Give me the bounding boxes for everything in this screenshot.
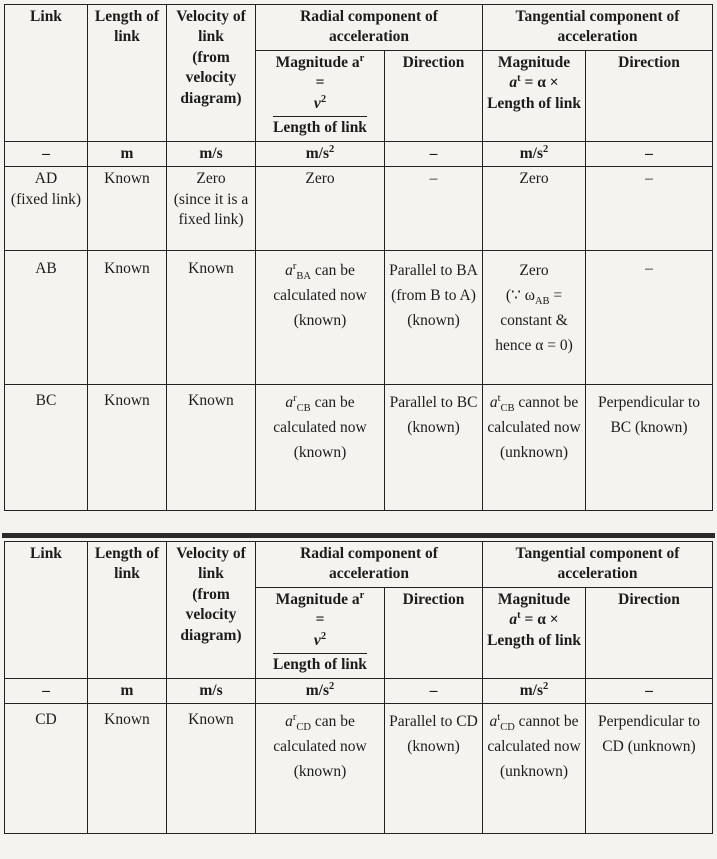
cell-radial-ab: [256, 251, 385, 385]
tangential-sup: t: [497, 712, 501, 724]
unit-tangential-direction: –: [586, 678, 713, 703]
velocity-note: (since it is a fixed link): [173, 190, 249, 229]
v-symbol: v: [313, 631, 321, 649]
tangential-sub: CD: [500, 722, 515, 734]
cell-radial-ad: Zero: [256, 167, 385, 251]
radial-symbol: a: [285, 262, 293, 280]
unit-tangential-direction: –: [586, 141, 713, 166]
unit-radial-sup: 2: [329, 680, 335, 692]
tangential-a-symbol: a: [509, 611, 518, 629]
link-note: (fixed link): [10, 190, 82, 208]
cell-link-bc: BC: [5, 385, 88, 511]
header-tangential-magnitude: [483, 587, 586, 678]
units-row: [5, 141, 713, 166]
tangential-formula-length: Length of link: [487, 94, 581, 112]
tangential-note-rest: = constant & hence α = 0): [495, 286, 573, 354]
header-velocity-label: Velocity of link: [176, 8, 246, 46]
cell-tangential-ab: [483, 251, 586, 385]
tangential-formula-rest: = α ×: [520, 611, 559, 629]
cell-tangential-cd: [483, 704, 586, 834]
header-tangential-direction: Direction: [586, 587, 713, 678]
tangential-formula-rest: = α ×: [520, 74, 559, 92]
unit-radial: [256, 141, 385, 166]
cell-tangential-direction-ab: –: [586, 251, 713, 385]
fraction-numerator: [273, 631, 367, 651]
table-row-bc: [5, 385, 713, 511]
tangential-a-symbol: a: [509, 74, 518, 92]
cell-radial-cd: [256, 704, 385, 834]
fraction-numerator: [273, 94, 367, 114]
unit-radial-sup: 2: [329, 143, 335, 155]
header-length-of-link: Length of link: [88, 5, 167, 142]
tangential-magnitude-label: Magnitude: [497, 53, 571, 71]
radial-text: can be calculated now (known): [273, 713, 367, 780]
radial-sup: r: [293, 393, 297, 405]
header-tangential-component: Tangential component of acceleration: [483, 542, 713, 588]
cell-link-ab: AB: [5, 251, 88, 385]
header-velocity-note: (from velocity diagram): [180, 48, 242, 107]
header-velocity-label: Velocity of link: [176, 545, 246, 583]
radial-sup: r: [292, 712, 297, 724]
tangential-symbol: a: [489, 394, 498, 412]
header-velocity-of-link: [167, 5, 256, 142]
radial-magnitude-sup: r: [359, 52, 365, 64]
radial-sub: CB: [296, 403, 311, 415]
tangential-value: Zero: [519, 262, 549, 280]
unit-tangential-sup: 2: [543, 143, 549, 155]
cell-velocity-cd: Known: [167, 704, 256, 834]
tangential-formula-length: Length of link: [487, 631, 581, 649]
link-name: AD: [34, 170, 58, 188]
unit-tangential: [483, 678, 586, 703]
header-radial-direction: Direction: [385, 50, 483, 141]
header-radial-component: Radial component of acceleration: [256, 5, 483, 51]
radial-sup: r: [292, 261, 297, 273]
velocity-value: Zero: [196, 170, 226, 188]
fraction-denominator: Length of link: [273, 116, 367, 138]
unit-length: m: [88, 678, 167, 703]
cell-length-bc: Known: [88, 385, 167, 511]
cell-velocity-ab: Known: [167, 251, 256, 385]
unit-tangential: [483, 141, 586, 166]
tangential-sup: t: [517, 610, 521, 622]
cell-radial-direction-bc: Parallel to BC (known): [385, 385, 483, 511]
unit-radial-direction: –: [385, 141, 483, 166]
header-row: [5, 5, 713, 51]
radial-sub: CD: [296, 722, 311, 734]
cell-link-cd: CD: [5, 704, 88, 834]
cell-length-cd: Known: [88, 704, 167, 834]
cell-length-ab: Known: [88, 251, 167, 385]
squared-sup: 2: [320, 93, 327, 105]
cell-tangential-direction-ad: –: [586, 167, 713, 251]
tangential-sup: t: [497, 393, 501, 405]
header-row: [5, 542, 713, 588]
radial-text: can be calculated now (known): [273, 262, 367, 329]
header-link: Link: [5, 542, 88, 679]
unit-tangential-sup: 2: [543, 680, 549, 692]
radial-fraction: [273, 94, 367, 139]
tangential-symbol: a: [489, 713, 498, 731]
radial-magnitude-label: Magnitude a: [275, 53, 360, 71]
unit-velocity: m/s: [167, 678, 256, 703]
tangential-note-sub: AB: [534, 296, 550, 308]
unit-tangential-text: m/s: [519, 681, 544, 699]
table-row-ad: [5, 167, 713, 251]
header-radial-component: Radial component of acceleration: [256, 542, 483, 588]
unit-radial-direction: –: [385, 678, 483, 703]
tangential-text: cannot be calculated now (unknown): [487, 394, 581, 461]
unit-radial-text: m/s: [305, 681, 329, 699]
radial-symbol: a: [285, 394, 294, 412]
header-tangential-magnitude: [483, 50, 586, 141]
acceleration-table-top: [4, 4, 713, 511]
fraction-denominator: Length of link: [273, 653, 367, 675]
cell-length-ad: Known: [88, 167, 167, 251]
acceleration-table-bottom: [4, 541, 713, 834]
unit-radial-text: m/s: [305, 144, 329, 162]
cell-tangential-ad: Zero: [483, 167, 586, 251]
radial-symbol: a: [285, 713, 293, 731]
radial-text: can be calculated now (known): [273, 394, 367, 461]
radial-magnitude-sup: r: [359, 589, 365, 601]
header-velocity-note: (from velocity diagram): [180, 585, 242, 644]
radial-fraction: [273, 631, 367, 676]
tangential-magnitude-label: Magnitude: [497, 590, 571, 608]
table-row-cd: [5, 704, 713, 834]
v-symbol: v: [313, 94, 321, 112]
header-tangential-direction: Direction: [586, 50, 713, 141]
header-radial-magnitude: [256, 587, 385, 678]
unit-tangential-text: m/s: [519, 144, 544, 162]
header-radial-magnitude: [256, 50, 385, 141]
units-row: [5, 678, 713, 703]
cell-radial-bc: [256, 385, 385, 511]
unit-link: –: [5, 678, 88, 703]
cell-radial-direction-ad: –: [385, 167, 483, 251]
header-tangential-component: Tangential component of acceleration: [483, 5, 713, 51]
table-row-ab: [5, 251, 713, 385]
unit-link: –: [5, 141, 88, 166]
header-link: Link: [5, 5, 88, 142]
cell-velocity-bc: Known: [167, 385, 256, 511]
header-radial-direction: Direction: [385, 587, 483, 678]
cell-tangential-bc: [483, 385, 586, 511]
unit-velocity: m/s: [167, 141, 256, 166]
tangential-sup: t: [517, 73, 521, 85]
cell-radial-direction-cd: Parallel to CD (known): [385, 704, 483, 834]
tangential-sub: CB: [500, 403, 515, 415]
equals-sign: =: [315, 611, 325, 629]
cell-radial-direction-ab: Parallel to BA (from B to A) (known): [385, 251, 483, 385]
radial-sub: BA: [296, 271, 311, 283]
unit-radial: [256, 678, 385, 703]
radial-magnitude-label: Magnitude a: [275, 590, 360, 608]
cell-tangential-direction-bc: Perpendicular to BC (known): [586, 385, 713, 511]
cell-tangential-direction-cd: Perpendicular to CD (unknown): [586, 704, 713, 834]
tangential-text: cannot be calculated now (unknown): [487, 713, 581, 780]
header-length-of-link: Length of link: [88, 542, 167, 679]
unit-length: m: [88, 141, 167, 166]
equals-sign: =: [315, 74, 325, 92]
squared-sup: 2: [320, 630, 327, 642]
header-velocity-of-link: [167, 542, 256, 679]
page-divider: [2, 533, 715, 538]
cell-velocity-ad: [167, 167, 256, 251]
tangential-note: (∵ ω: [505, 286, 535, 304]
cell-link-ad: [5, 167, 88, 251]
